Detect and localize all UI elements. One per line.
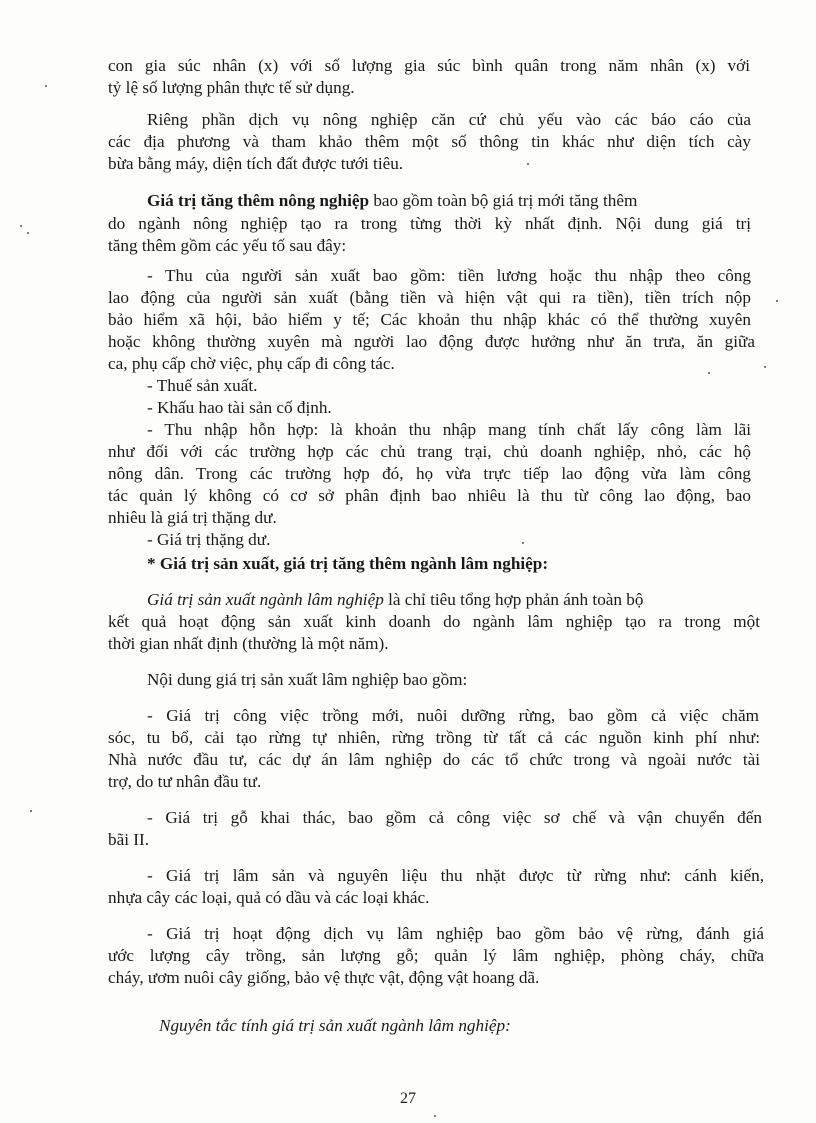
page-number: 27 (400, 1090, 416, 1107)
text-line: ca, phụ cấp chờ việc, phụ cấp đi công tác. (108, 354, 395, 373)
text-line: các địa phương và tham khảo thêm một số thông tin khác như diện tích cày (108, 132, 751, 151)
italic-term: Giá trị sản xuất ngành lâm nghiệp (147, 590, 384, 609)
scan-speck (776, 300, 778, 302)
text-line: - Giá trị thặng dư. (147, 530, 271, 549)
text-line: - Thu nhập hỗn hợp: là khoản thu nhập mang tính chất lấy công làm lãi (147, 420, 751, 439)
text-run: bao gồm toàn bộ giá trị mới tăng thêm (369, 191, 638, 210)
text-line: sóc, tu bổ, cải tạo rừng tự nhiên, rừng trồng từ tất cả các nguồn kinh phí như: (108, 728, 760, 747)
text-line: tỷ lệ số lượng phân thực tế sử dụng. (108, 78, 355, 97)
italic-heading: Nguyên tắc tính giá trị sản xuất ngành lâm nghiệp: (159, 1016, 511, 1035)
text-line: tác quản lý không có cơ sở phân định bao nhiêu là thu từ công lao động, bao (108, 486, 751, 505)
text-run: là chỉ tiêu tổng hợp phản ánh toàn bộ (383, 590, 644, 609)
text-line: ước lượng cây trồng, sản lượng gỗ; quản lý lâm nghiệp, phòng cháy, chữa (108, 946, 764, 965)
text-line: Nội dung giá trị sản xuất lâm nghiệp bao gồm: (147, 670, 468, 689)
text-line: lao động của người sản xuất (bằng tiền và hiện vật qui ra tiền), tiền trích nộp (108, 288, 751, 307)
text-line (147, 589, 644, 610)
text-line: thời gian nhất định (thường là một năm). (108, 634, 389, 653)
text-line: Nhà nước đầu tư, các dự án lâm nghiệp do các tổ chức trong và ngoài nước tài (108, 750, 760, 769)
text-line: - Giá trị gỗ khai thác, bao gồm cả công việc sơ chế và vận chuyển đến (147, 808, 762, 827)
text-line: như đối với các trường hợp các chủ trang trại, chủ doanh nghiệp, nhỏ, các hộ (108, 442, 751, 461)
text-line: bãi II. (108, 830, 150, 849)
text-line: - Thu của người sản xuất bao gồm: tiền lương hoặc thu nhập theo công (147, 266, 751, 285)
text-line: kết quả hoạt động sản xuất kinh doanh do ngành lâm nghiệp tạo ra trong một (108, 612, 760, 631)
text-line: cháy, ươm nuôi cây giống, bảo vệ thực vật, động vật hoang dã. (108, 968, 540, 987)
scan-speck (527, 163, 529, 165)
text-line: nông dân. Trong các trường hợp đó, họ vừa trực tiếp lao động vừa làm công (108, 464, 751, 483)
text-line: - Giá trị công việc trồng mới, nuôi dưỡng rừng, bao gồm cả việc chăm (147, 706, 759, 725)
text-line: tăng thêm gồm các yếu tố sau đây: (108, 236, 347, 255)
text-line: trợ, do tư nhân đầu tư. (108, 772, 262, 791)
bold-term: Giá trị tăng thêm nông nghiệp (147, 191, 370, 210)
text-line: - Giá trị hoạt động dịch vụ lâm nghiệp bao gồm bảo vệ rừng, đánh giá (147, 924, 764, 943)
text-line: con gia súc nhân (x) với số lượng gia súc bình quân trong năm nhân (x) với (108, 56, 750, 75)
scan-speck (20, 225, 22, 227)
scan-speck (27, 232, 29, 234)
scan-speck (708, 372, 710, 374)
text-line: - Khấu hao tài sản cố định. (147, 398, 332, 417)
scan-speck (45, 85, 47, 87)
text-line: bừa bằng máy, diện tích đất được tưới tiêu. (108, 154, 404, 173)
text-line: nhiêu là giá trị thặng dư. (108, 508, 277, 527)
text-line: - Giá trị lâm sản và nguyên liệu thu nhặt được từ rừng như: cánh kiến, (147, 866, 764, 885)
text-line: hoặc không thường xuyên mà người lao động được hưởng như ăn trưa, ăn giữa (108, 332, 755, 351)
text-line: Riêng phần dịch vụ nông nghiệp căn cứ chủ yếu vào các báo cáo của (147, 110, 751, 129)
text-line: nhựa cây các loại, quả có dầu và các loại khác. (108, 888, 430, 907)
section-heading: * Giá trị sản xuất, giá trị tăng thêm ngành lâm nghiệp: (147, 554, 549, 573)
scan-speck (764, 366, 766, 368)
text-line: bảo hiểm xã hội, bảo hiểm y tế; Các khoản thu nhập khác có thể thường xuyên (108, 310, 751, 329)
scan-speck (30, 810, 32, 812)
scan-speck (434, 1115, 436, 1117)
text-line: - Thuế sản xuất. (147, 376, 258, 395)
text-line (147, 190, 637, 211)
scan-speck (522, 542, 524, 544)
text-line: do ngành nông nghiệp tạo ra trong từng thời kỳ nhất định. Nội dung giá trị (108, 214, 751, 233)
